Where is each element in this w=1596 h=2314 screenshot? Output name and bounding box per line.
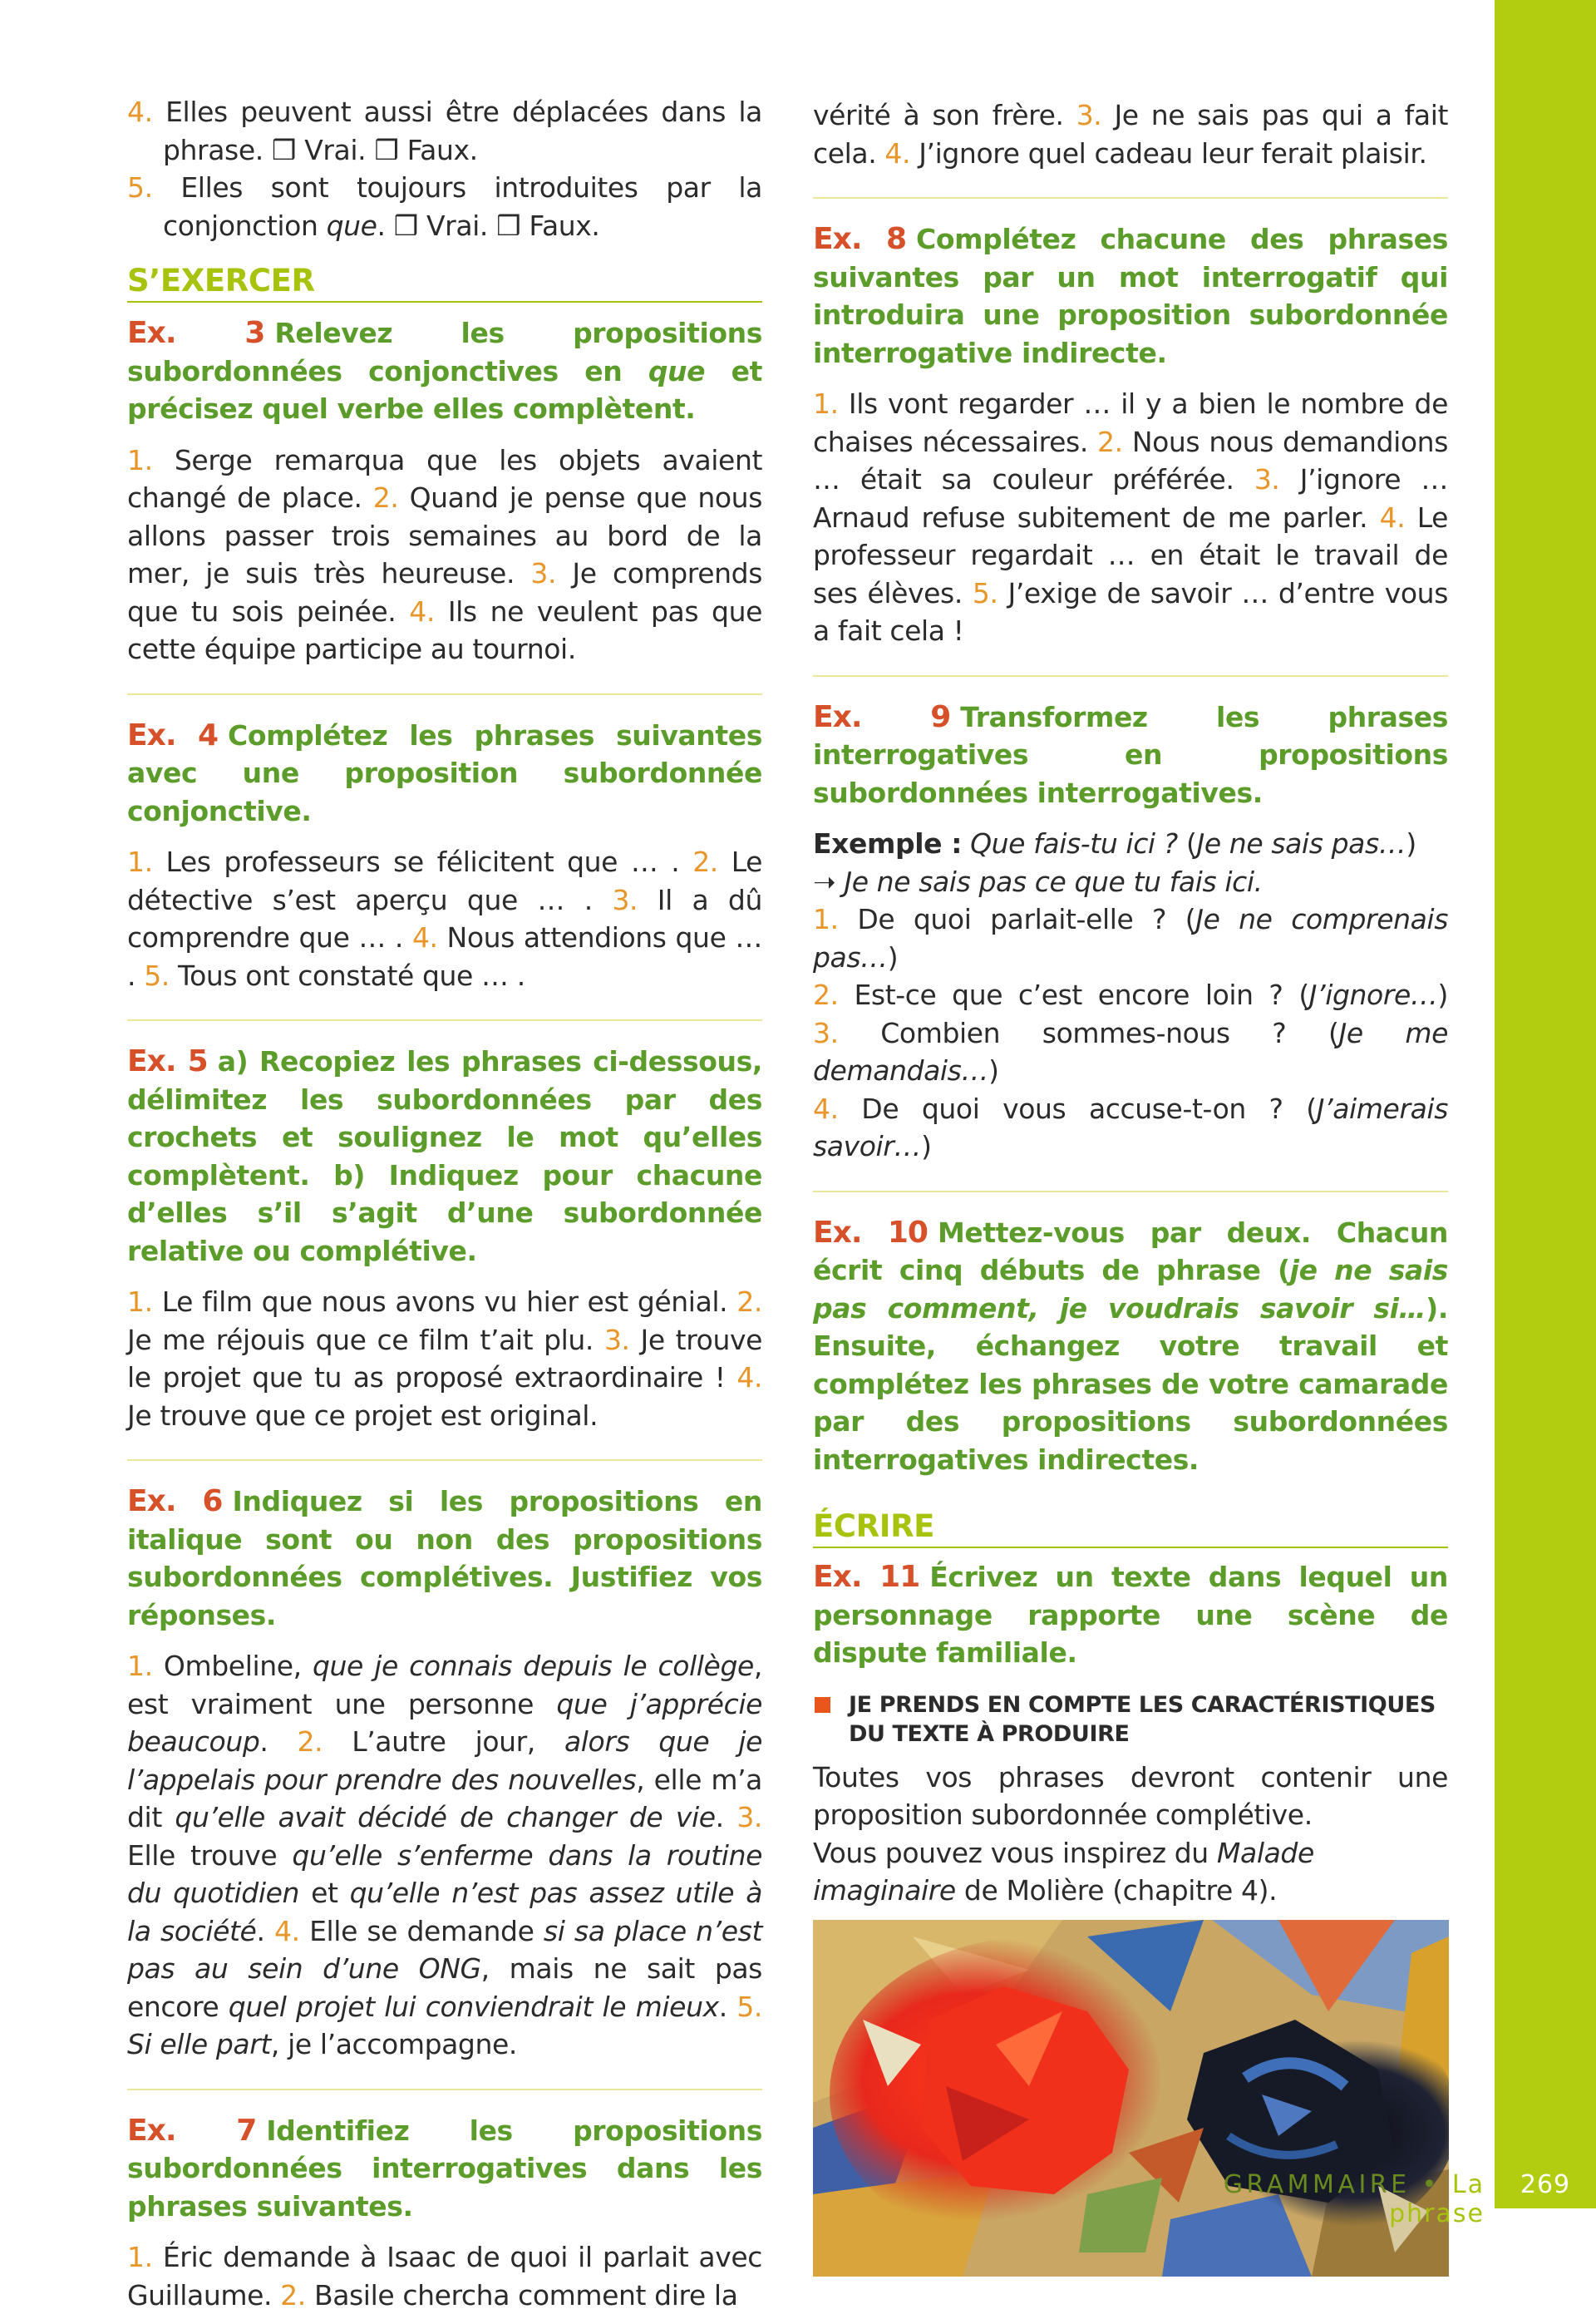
exercise-number: Ex. 7: [127, 2114, 256, 2148]
exercise-8: [813, 220, 1448, 650]
exercise-number: Ex. 5: [127, 1044, 208, 1078]
exercise-6: [127, 1483, 762, 2064]
footer-topic: La phrase: [1389, 2170, 1485, 2228]
exercise-title: Ex. 9 Transformez les phrases interrogatives en propositions subordonnées interrogatives.: [813, 698, 1448, 812]
running-footer: GRAMMAIRE • La phrase: [1122, 2170, 1485, 2228]
divider: [127, 2089, 762, 2090]
instruction-text: Vous pouvez vous inspirez du Malade imaginaire de Molière (chapitre 4).: [813, 1834, 1448, 1910]
list-item: 4. De quoi vous accuse-t-on ? (J’aimerais savoir…): [813, 1090, 1448, 1166]
right-column: [813, 96, 1448, 2277]
instruction-heading: JE PRENDS EN COMPTE LES CARACTÉRISTIQUES DU TEXTE À PRODUIRE: [813, 1690, 1448, 1749]
footer-section: GRAMMAIRE: [1224, 2170, 1411, 2199]
example: Exemple : Que fais-tu ici ? (Je ne sais pas…) ➝ Je ne sais pas ce que tu fais ici.: [813, 825, 1448, 900]
exercise-title: Ex. 7 Identifiez les propositions subordonnées interrogatives dans les phrases suivantes.: [127, 2112, 762, 2226]
divider: [813, 1191, 1448, 1192]
divider: [813, 675, 1448, 677]
exercise-7: [127, 2112, 762, 2314]
exercise-body: 1. Serge remarqua que les objets avaient changé de place. 2. Quand je pense que nous allons passer trois semaines au bord de la mer, je suis très heureuse. 3. Je comprends que tu sois peinée. 4. Ils ne veulent pas que cette équipe participe au tournoi.: [127, 442, 762, 669]
exercise-number: Ex. 9: [813, 700, 950, 734]
exercise-title: Ex. 8 Complétez chacune des phrases suivantes par un mot interrogatif qui introduira une proposition subordonnée interrogative indirecte.: [813, 220, 1448, 372]
exercise-title: Ex. 11 Écrivez un texte dans lequel un personnage rapporte une scène de dispute familiale.: [813, 1558, 1448, 1672]
exercise-body: 1. Le film que nous avons vu hier est génial. 2. Je me réjouis que ce film t’ait plu. 3. Je trouve le projet que tu as proposé extraordinaire ! 4. Je trouve que ce projet est original.: [127, 1283, 762, 1434]
exercise-number: Ex. 6: [127, 1484, 223, 1518]
exercise-title: Ex. 5 a) Recopiez les phrases ci-dessous, délimitez les subordonnées par des crochets et soulignez le mot qu’elles complètent. b) Indiquez pour chacune d’elles s’il s’agit d’une subordonnée relative ou complétive.: [127, 1043, 762, 1270]
exercise-number: Ex. 10: [813, 1216, 928, 1250]
exercise-body: 1. Ombeline, que je connais depuis le collège, est vraiment une personne que j’apprécie beaucoup. 2. L’autre jour, alors que je l’appelais pour prendre des nouvelles, elle m’a dit qu’elle avait décidé de changer de vie. 3. Elle trouve qu’elle s’enferme dans la routine du quotidien et qu’elle n’est pas assez utile à la société. 4. Elle se demande si sa place n’est pas au sein d’une ONG, mais ne sait pas encore quel projet lui conviendrait le mieux. 5. Si elle part, je l’accompagne.: [127, 1647, 762, 2064]
exercise-title: Ex. 10 Mettez-vous par deux. Chacun écrit cinq débuts de phrase (je ne sais pas comment, je voudrais savoir si…). Ensuite, échangez votre travail et complétez les phrases de votre camarade par des propositions subordonnées interrogatives indirectes.: [813, 1214, 1448, 1479]
divider: [127, 1019, 762, 1021]
list-item: 2. Est-ce que c’est encore loin ? (J’ignore…): [813, 976, 1448, 1014]
exercise-body: 1. Les professeurs se félicitent que … . 2. Le détective s’est aperçu que … . 3. Il a dû comprendre que … . 4. Nous attendions que … . 5. Tous ont constaté que … .: [127, 843, 762, 994]
exercise-10: [813, 1214, 1448, 1479]
exercise-title: Ex. 4 Complétez les phrases suivantes avec une proposition subordonnée conjonctive.: [127, 717, 762, 831]
exercise-9: [813, 698, 1448, 1166]
quiz-item-4: 4. Elles peuvent aussi être déplacées dans la phrase. ❒ Vrai. ❒ Faux.: [127, 93, 762, 169]
exercise-4: [127, 717, 762, 995]
arrow-icon: ➝: [813, 866, 835, 898]
page-edge-band: [1495, 0, 1596, 2208]
exercise-7-continued: vérité à son frère. 3. Je ne sais pas qui a fait cela. 4. J’ignore quel cadeau leur ferait plaisir.: [813, 96, 1448, 172]
list-item: 1. De quoi parlait-elle ? (Je ne comprenais pas…): [813, 900, 1448, 976]
list-item: 3. Combien sommes-nous ? (Je me demandais…): [813, 1014, 1448, 1090]
exercise-number: Ex. 4: [127, 718, 218, 752]
exercise-3: [127, 314, 762, 669]
square-bullet-icon: [815, 1697, 830, 1713]
exercise-11: [813, 1558, 1448, 2277]
section-title-sexercer: S’EXERCER: [127, 261, 762, 303]
exercise-number: Ex. 8: [813, 222, 906, 256]
divider: [127, 1459, 762, 1461]
exercise-5: [127, 1043, 762, 1434]
exercise-body: 1. Ils vont regarder … il y a bien le nombre de chaises nécessaires. 2. Nous nous demandions … était sa couleur préférée. 3. J’ignore … Arnaud refuse subitement de me parler. 4. Le professeur regardait … en était le travail de ses élèves. 5. J’exige de savoir … d’entre vous a fait cela !: [813, 385, 1448, 650]
exercise-body: 1. Éric demande à Isaac de quoi il parlait avec Guillaume. 2. Basile chercha comment dire la: [127, 2238, 762, 2314]
exercise-number: Ex. 3: [127, 316, 264, 350]
divider: [813, 197, 1448, 199]
section-title-ecrire: ÉCRIRE: [813, 1507, 1448, 1548]
instruction-text: Toutes vos phrases devront contenir une proposition subordonnée complétive.: [813, 1759, 1448, 1834]
exercise-number: Ex. 11: [813, 1560, 919, 1594]
left-column: [127, 93, 762, 2314]
page-number: 269: [1495, 2170, 1596, 2199]
exercise-title: Ex. 6 Indiquez si les propositions en italique sont ou non des propositions subordonnées complétives. Justifiez vos réponses.: [127, 1483, 762, 1634]
quiz-item-5: 5. Elles sont toujours introduites par la conjonction que. ❒ Vrai. ❒ Faux.: [127, 169, 762, 244]
exercise-title: Ex. 3 Relevez les propositions subordonnées conjonctives en que et précisez quel verbe elles complètent.: [127, 314, 762, 428]
divider: [127, 693, 762, 695]
